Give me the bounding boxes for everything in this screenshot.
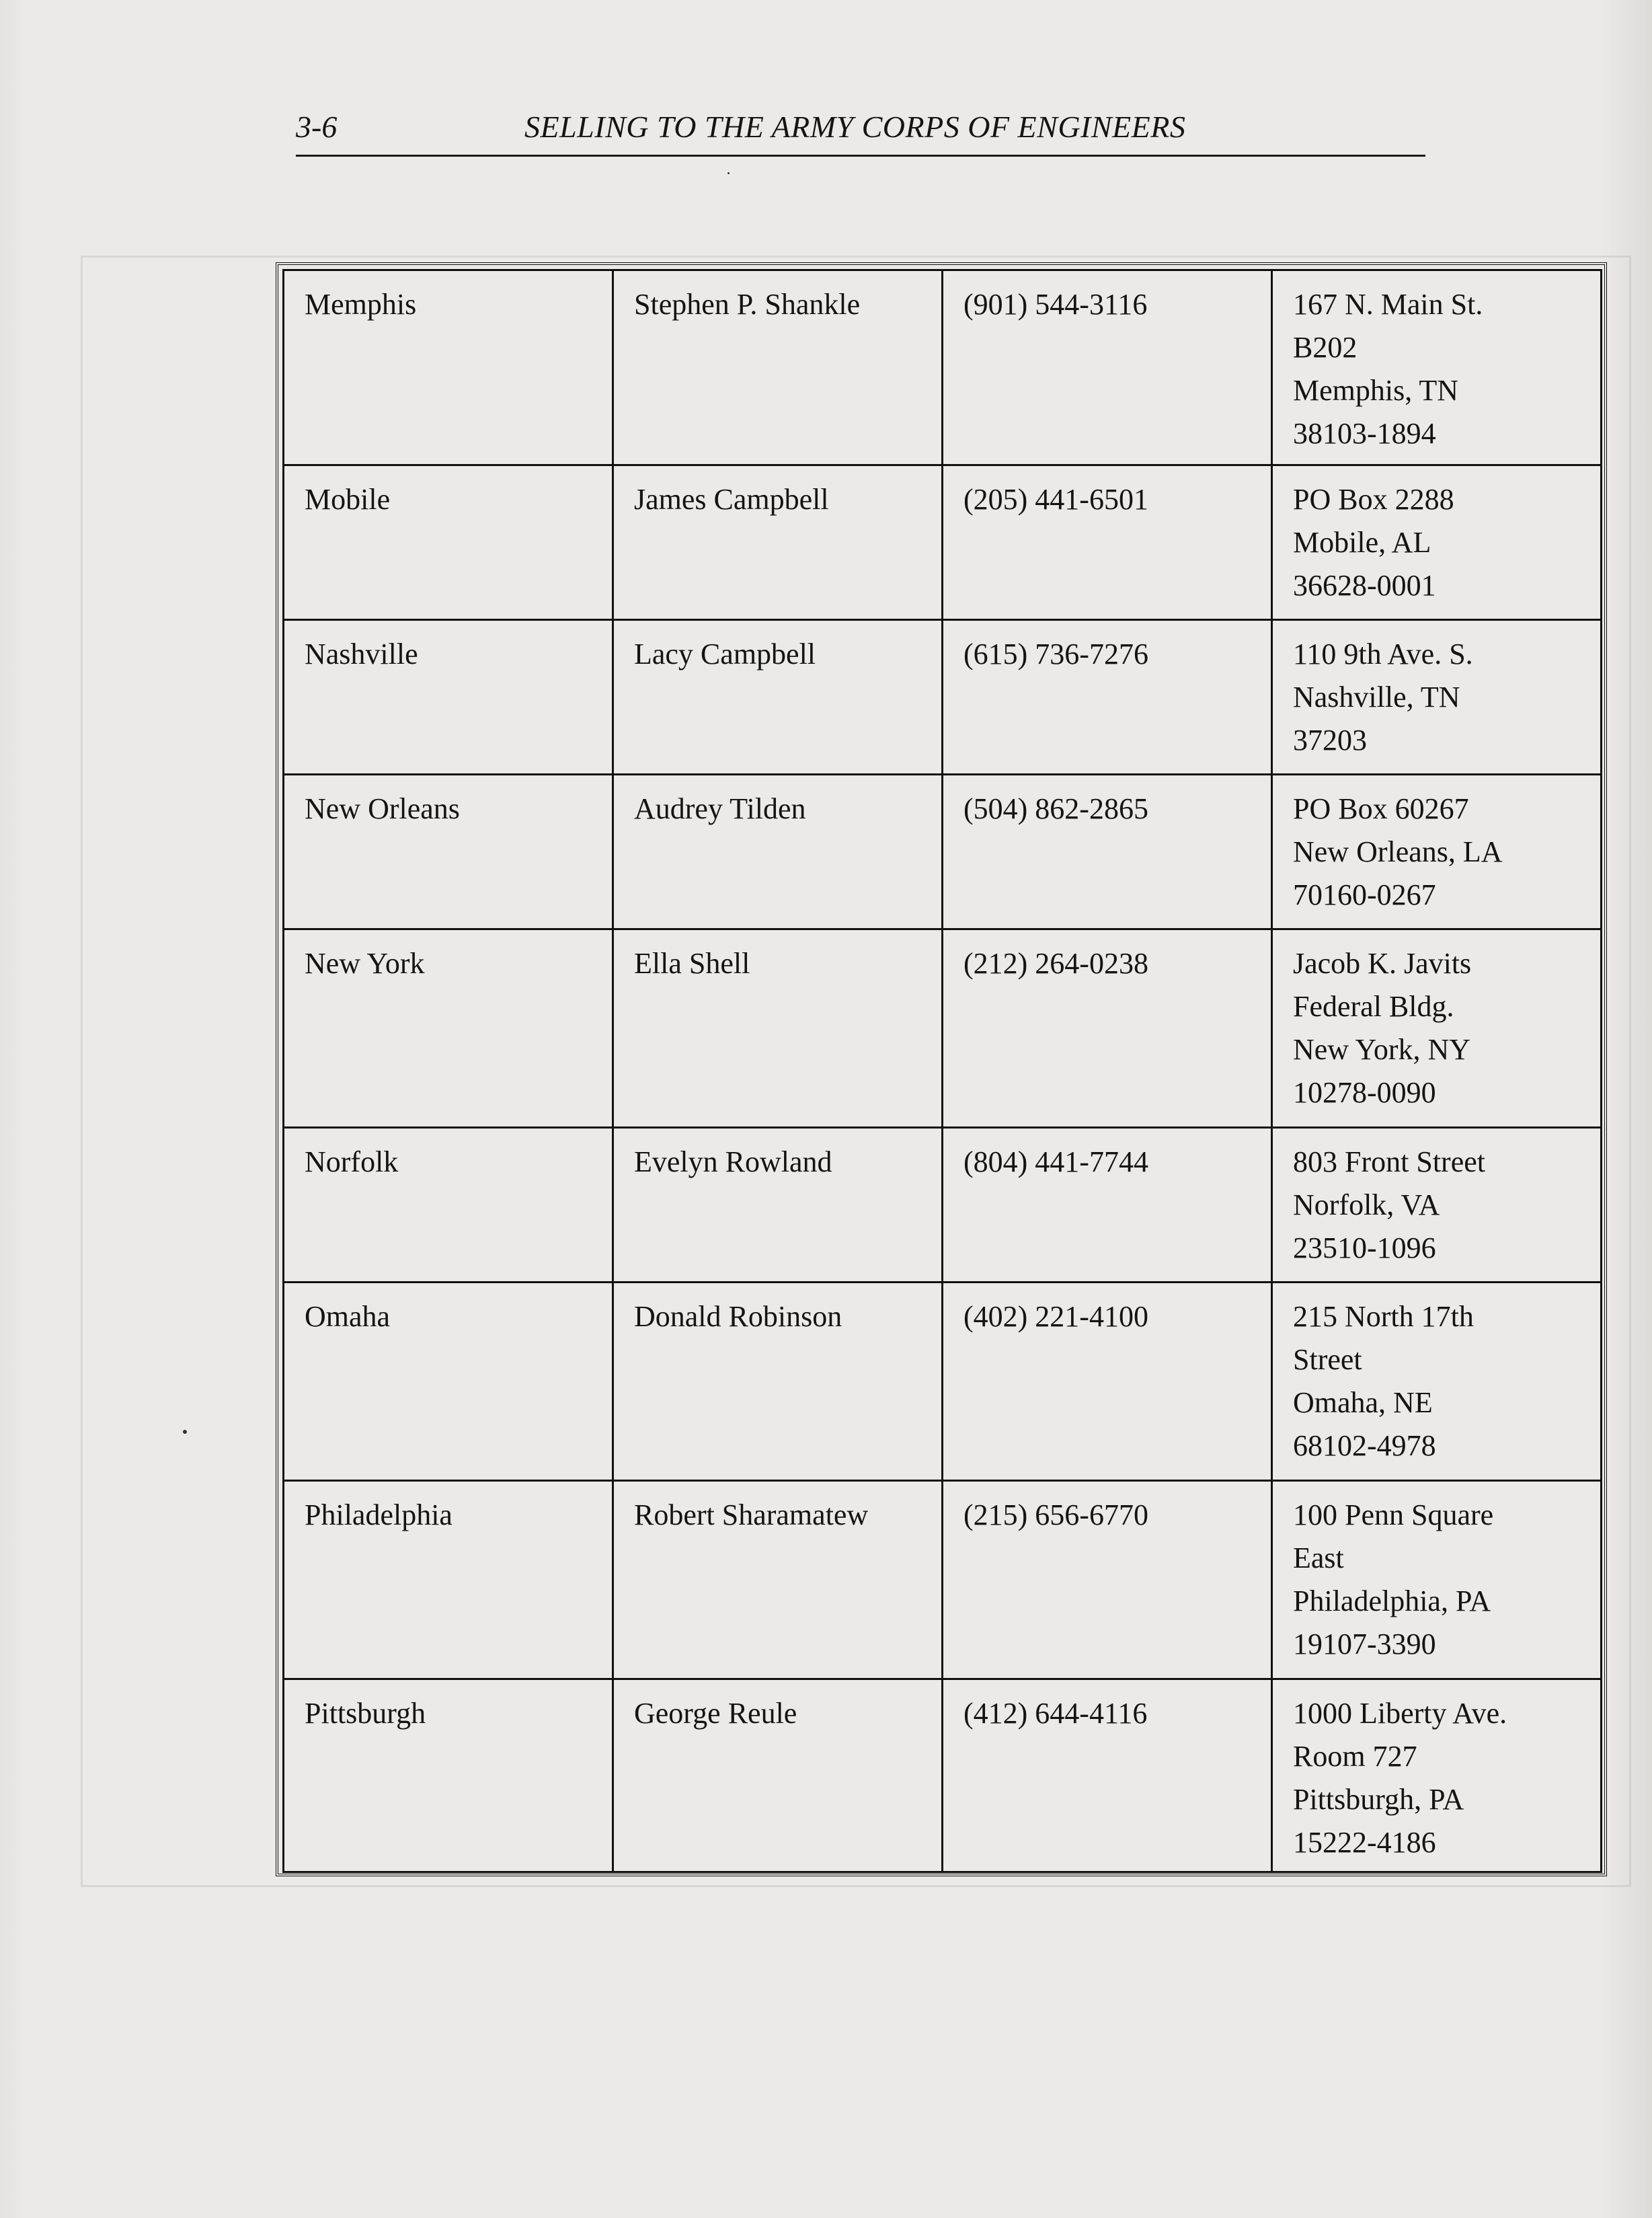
address-line: 215 North 17th (1293, 1300, 1474, 1333)
phone-cell: (215) 656-6770 (943, 1481, 1272, 1679)
address-line: 68102-4978 (1293, 1429, 1436, 1462)
contact-name-cell: Evelyn Rowland (613, 1128, 943, 1283)
address-line: Mobile, AL (1293, 526, 1431, 559)
print-speck (727, 172, 730, 174)
address-cell (1272, 465, 1602, 620)
address-line: 36628-0001 (1293, 569, 1436, 602)
table-row (284, 1679, 1602, 1872)
phone-cell: (402) 221-4100 (943, 1283, 1272, 1481)
contact-name-cell: Stephen P. Shankle (613, 270, 943, 465)
contact-name-cell: Ella Shell (613, 929, 943, 1128)
location-cell: Norfolk (284, 1128, 613, 1283)
location-cell: Nashville (284, 620, 613, 775)
address-line: 167 N. Main St. (1293, 288, 1483, 321)
address-line: 15222-4186 (1293, 1826, 1436, 1859)
address-line: 19107-3390 (1293, 1628, 1436, 1660)
print-speck (183, 1430, 187, 1434)
contact-name-cell: Donald Robinson (613, 1283, 943, 1481)
location-cell: Memphis (284, 270, 613, 465)
contact-name-cell: Lacy Campbell (613, 620, 943, 775)
location-cell: Mobile (284, 465, 613, 620)
address-cell (1272, 1679, 1602, 1872)
address-cell (1272, 1283, 1602, 1481)
phone-cell: (212) 264-0238 (943, 929, 1272, 1128)
table-row (284, 1128, 1602, 1283)
table-row (284, 270, 1602, 465)
district-offices-table-frame (276, 262, 1607, 1876)
address-line: Norfolk, VA (1293, 1188, 1440, 1221)
address-line: Nashville, TN (1293, 681, 1460, 714)
location-cell: Philadelphia (284, 1481, 613, 1679)
address-line: Jacob K. Javits (1293, 947, 1472, 980)
location-cell: Pittsburgh (284, 1679, 613, 1872)
contact-name-cell: James Campbell (613, 465, 943, 620)
address-line: Pittsburgh, PA (1293, 1783, 1464, 1816)
address-cell (1272, 1481, 1602, 1679)
phone-cell: (504) 862-2865 (943, 775, 1272, 929)
phone-cell: (412) 644-4116 (943, 1679, 1272, 1872)
address-line: 70160-0267 (1293, 878, 1436, 911)
location-cell: New York (284, 929, 613, 1128)
address-line: Federal Bldg. (1293, 990, 1454, 1023)
phone-cell: (205) 441-6501 (943, 465, 1272, 620)
address-line: New York, NY (1293, 1033, 1471, 1066)
address-line: 803 Front Street (1293, 1145, 1485, 1178)
address-line: Street (1293, 1343, 1362, 1376)
address-line: 10278-0090 (1293, 1076, 1436, 1109)
address-line: Philadelphia, PA (1293, 1584, 1491, 1617)
district-offices-table (282, 269, 1602, 1873)
address-line: 23510-1096 (1293, 1231, 1436, 1264)
address-line: New Orleans, LA (1293, 835, 1503, 868)
address-line: Room 727 (1293, 1740, 1417, 1773)
address-cell (1272, 270, 1602, 465)
address-line: Omaha, NE (1293, 1386, 1433, 1419)
contact-name-cell: Audrey Tilden (613, 775, 943, 929)
page-number: 3-6 (296, 110, 338, 144)
phone-cell: (615) 736-7276 (943, 620, 1272, 775)
location-cell: New Orleans (284, 775, 613, 929)
location-cell: Omaha (284, 1283, 613, 1481)
table-row (284, 775, 1602, 929)
contact-name-cell: George Reule (613, 1679, 943, 1872)
address-line: 100 Penn Square (1293, 1498, 1494, 1531)
address-line: 37203 (1293, 724, 1367, 757)
address-line: PO Box 2288 (1293, 483, 1454, 516)
table-row (284, 465, 1602, 620)
address-line: 110 9th Ave. S. (1293, 638, 1473, 671)
table-row (284, 929, 1602, 1128)
address-line: PO Box 60267 (1293, 792, 1469, 825)
address-cell (1272, 620, 1602, 775)
phone-cell: (901) 544-3116 (943, 270, 1272, 465)
address-line: Memphis, TN (1293, 374, 1459, 407)
address-cell (1272, 929, 1602, 1128)
address-line: 38103-1894 (1293, 417, 1436, 450)
table-row (284, 1481, 1602, 1679)
address-line: 1000 Liberty Ave. (1293, 1697, 1507, 1730)
table-row (284, 620, 1602, 775)
page-header (296, 101, 1425, 157)
table-row (284, 1283, 1602, 1481)
contact-name-cell: Robert Sharamatew (613, 1481, 943, 1679)
address-line: B202 (1293, 331, 1358, 364)
running-title: SELLING TO THE ARMY CORPS OF ENGINEERS (524, 110, 1186, 144)
phone-cell: (804) 441-7744 (943, 1128, 1272, 1283)
address-cell (1272, 775, 1602, 929)
address-cell (1272, 1128, 1602, 1283)
address-line: East (1293, 1541, 1344, 1574)
